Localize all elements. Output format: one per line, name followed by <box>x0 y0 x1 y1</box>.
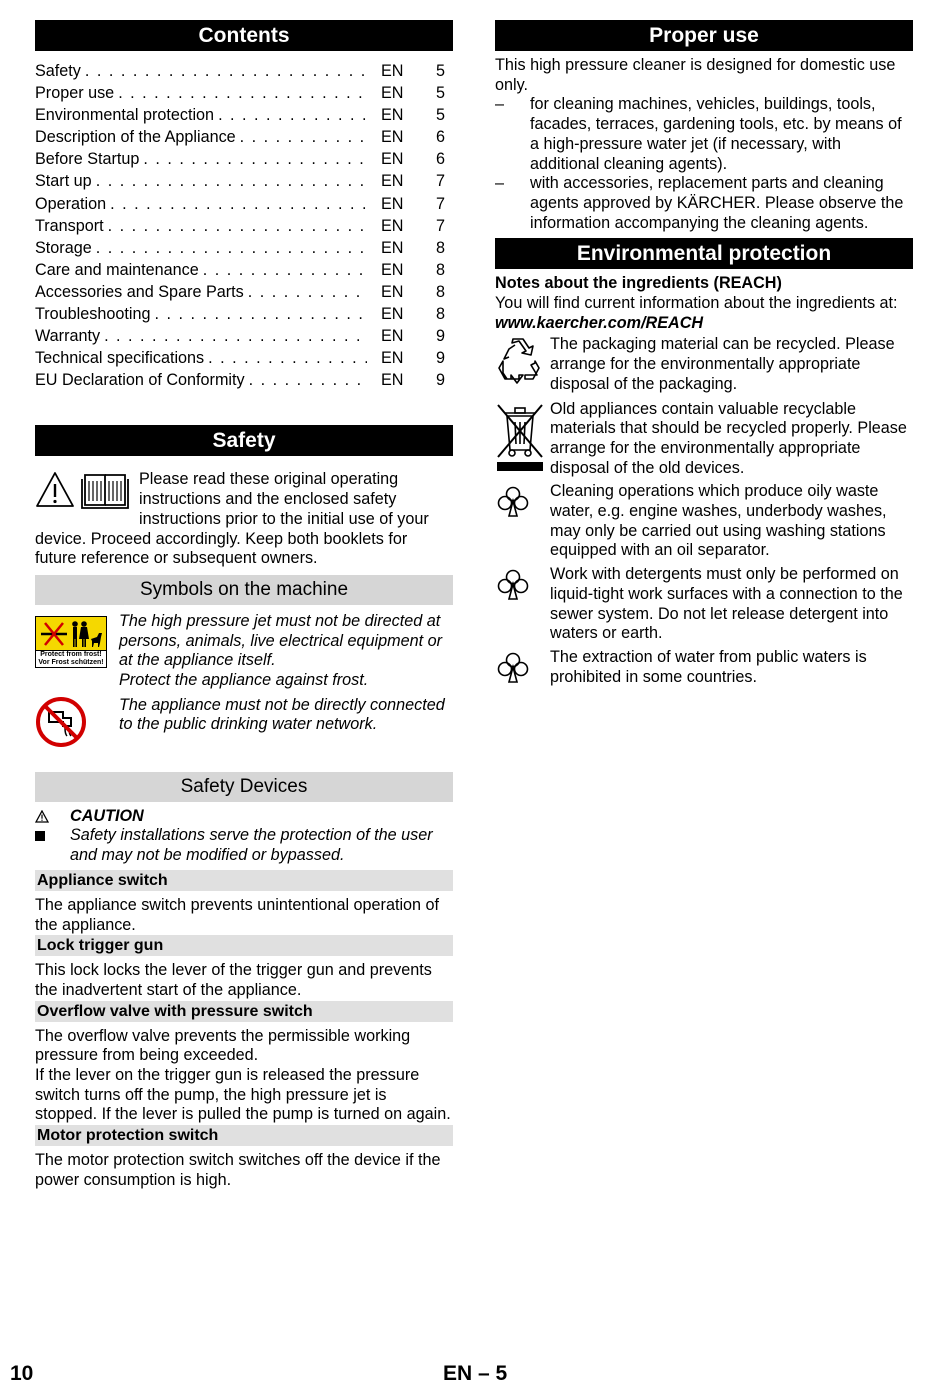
dash-bullet: – <box>495 95 505 114</box>
reach-text: You will find current information about the ingredients at: <box>495 294 898 313</box>
safety-heading: Safety <box>35 425 453 456</box>
toc-entry-page: 6 <box>435 128 445 147</box>
environment-item <box>495 400 913 479</box>
symbol-frost-text: Protect the appliance against frost. <box>119 671 369 690</box>
toc-entry-language: EN <box>381 305 404 324</box>
toc-entry-language: EN <box>381 371 404 390</box>
toc-entry[interactable] <box>35 281 453 303</box>
toc-entry-title: Warranty <box>35 327 101 346</box>
toc-leader-dots <box>139 148 367 170</box>
toc-entry-title: Technical specifications <box>35 349 205 368</box>
toc-entry-language: EN <box>381 150 404 169</box>
toc-entry-page: 8 <box>435 282 445 301</box>
toc-entry-language: EN <box>381 106 404 125</box>
recycle-icon <box>495 335 550 394</box>
club-icon <box>495 565 550 644</box>
toc-leader-dots <box>104 215 367 237</box>
toc-leader-dots <box>204 347 367 369</box>
proper-use-list <box>495 95 913 233</box>
toc-entry-page: 9 <box>435 349 445 368</box>
proper-use-item <box>495 95 913 174</box>
dash-bullet: – <box>495 174 505 193</box>
no-drinking-water-connection-icon <box>35 696 87 748</box>
toc-entry-title: Description of the Appliance <box>35 128 236 147</box>
environment-list <box>495 335 913 687</box>
proper-use-item-text: with accessories, replacement parts and cleaning agents approved by KÄRCHER. Please observe the information accompanying the cleaning agents. <box>530 174 904 232</box>
toc-leader-dots <box>199 259 367 281</box>
toc-entry-title: Proper use <box>35 84 115 103</box>
contents-heading: Contents <box>35 20 453 51</box>
club-icon <box>495 482 550 561</box>
toc-entry[interactable] <box>35 104 453 126</box>
toc-leader-dots <box>214 104 367 126</box>
toc-entry[interactable] <box>35 325 453 347</box>
reach-url-link[interactable]: www.kaercher.com/REACH <box>495 313 704 332</box>
environment-item <box>495 565 913 644</box>
toc-entry[interactable] <box>35 303 453 325</box>
proper-use-item <box>495 174 913 233</box>
toc-entry-language: EN <box>381 238 404 257</box>
safety-subsection <box>35 870 453 935</box>
person-icon <box>72 621 89 647</box>
toc-entry-page: 8 <box>435 238 445 257</box>
crossed-bin-icon <box>495 400 550 479</box>
toc-entry-page: 9 <box>435 371 445 390</box>
subsection-paragraph: This lock locks the lever of the trigger gun and prevents the inadvertent start of the appliance. <box>35 961 432 999</box>
toc-leader-dots <box>81 60 367 82</box>
reach-title: Notes about the ingredients (REACH) <box>495 274 782 293</box>
toc-entry[interactable] <box>35 60 453 82</box>
toc-entry-page: 7 <box>435 194 445 213</box>
toc-entry-title: Safety <box>35 62 81 80</box>
toc-entry-language: EN <box>381 327 404 346</box>
caution-label: CAUTION <box>70 806 144 825</box>
left-column <box>35 20 453 1191</box>
environment-item <box>495 335 913 394</box>
safety-subsections <box>35 870 453 1191</box>
toc-entry-page: 5 <box>435 62 445 80</box>
toc-entry-language: EN <box>381 194 404 213</box>
toc-entry-language: EN <box>381 62 404 80</box>
toc-entry-title: Before Startup <box>35 150 140 169</box>
safety-subsection <box>35 1125 453 1190</box>
table-of-contents <box>35 60 453 391</box>
toc-entry-page: 5 <box>435 106 445 125</box>
environment-item-text: Cleaning operations which produce oily waste water, e.g. engine washes, underbody washes, may only be carried out using washing stations equipped with an oil separator. <box>550 482 887 560</box>
toc-leader-dots <box>245 369 367 391</box>
safety-intro <box>35 470 453 569</box>
proper-use-heading: Proper use <box>495 20 913 51</box>
environment-item <box>495 648 913 687</box>
toc-entry-title: Care and maintenance <box>35 260 199 279</box>
environment-item <box>495 482 913 561</box>
toc-entry[interactable] <box>35 347 453 369</box>
toc-entry-title: Transport <box>35 216 104 235</box>
manual-book-icon <box>82 475 128 508</box>
safety-subsection <box>35 935 453 1000</box>
toc-entry-page: 5 <box>435 84 445 103</box>
caution-triangle-icon <box>35 810 49 823</box>
toc-entry-title: Storage <box>35 238 92 257</box>
toc-entry-title: Operation <box>35 194 107 213</box>
toc-entry-language: EN <box>381 84 404 103</box>
bullet-square-icon <box>35 831 45 841</box>
club-icon <box>495 648 550 687</box>
toc-entry-language: EN <box>381 349 404 368</box>
subsection-heading: Overflow valve with pressure switch <box>35 1001 453 1022</box>
toc-entry[interactable] <box>35 193 453 215</box>
toc-entry-page: 9 <box>435 327 445 346</box>
toc-leader-dots <box>106 193 367 215</box>
toc-entry-language: EN <box>381 260 404 279</box>
proper-use-intro: This high pressure cleaner is designed for domestic use only. <box>495 56 896 94</box>
toc-entry[interactable] <box>35 215 453 237</box>
environment-heading: Environmental protection <box>495 238 913 269</box>
caution-text: Safety installations serve the protection of the user and may not be modified or bypassed. <box>70 826 433 865</box>
toc-entry-page: 7 <box>435 216 445 235</box>
symbol-row-jet <box>35 612 453 691</box>
frost-sign-label: Protect from frost! Vor Frost schützen! <box>36 650 106 667</box>
toc-entry-page: 6 <box>435 150 445 169</box>
subsection-paragraph: The appliance switch prevents unintentional operation of the appliance. <box>35 895 440 934</box>
toc-entry-title: Troubleshooting <box>35 305 151 324</box>
subsection-paragraph: The motor protection switch switches off the device if the power consumption is high. <box>35 1151 441 1189</box>
symbol-drinking-water-text: The appliance must not be directly connected to the public drinking water network. <box>119 695 445 734</box>
environment-item-text: Old appliances contain valuable recyclable materials that should be recycled properly. Please arrange for the environmentally appropriate disposal of the old devices. <box>550 399 907 477</box>
toc-entry-title: Environmental protection <box>35 106 215 125</box>
warning-manual-icons <box>35 471 135 510</box>
toc-entry-title: Start up <box>35 172 92 191</box>
footer-page-number: 10 <box>10 1362 34 1385</box>
environment-item-text: The packaging material can be recycled. Please arrange for the environmentally appropriate disposal of the packaging. <box>550 335 895 393</box>
toc-entry-language: EN <box>381 282 404 301</box>
toc-entry-language: EN <box>381 172 404 191</box>
toc-entry[interactable] <box>35 82 453 104</box>
subsection-heading: Lock trigger gun <box>35 935 453 956</box>
subsection-paragraph: The overflow valve prevents the permissible working pressure from being exceeded. <box>35 1026 411 1065</box>
toc-entry[interactable] <box>35 170 453 192</box>
toc-entry-language: EN <box>381 216 404 235</box>
subsection-heading: Appliance switch <box>35 870 453 891</box>
toc-entry[interactable] <box>35 148 453 170</box>
toc-leader-dots <box>114 82 367 104</box>
toc-entry[interactable] <box>35 126 453 148</box>
right-column <box>495 20 913 691</box>
caution-block <box>35 807 453 866</box>
frost-warning-sign <box>35 612 119 691</box>
toc-entry[interactable] <box>35 259 453 281</box>
toc-entry[interactable] <box>35 369 453 391</box>
animal-icon <box>91 633 102 647</box>
subsection-heading: Motor protection switch <box>35 1125 453 1146</box>
environment-item-text: Work with detergents must only be performed on liquid-tight work surfaces with a connection to the sewer system. Do not let release detergent into waters or earth. <box>550 565 903 643</box>
subsection-paragraph: If the lever on the trigger gun is released the pressure switch turns off the pump, the high pressure jet is stopped. If the lever is pulled the pump is turned on again. <box>35 1066 451 1124</box>
toc-leader-dots <box>236 126 367 148</box>
safety-devices-heading: Safety Devices <box>35 772 453 802</box>
toc-entry-page: 7 <box>435 172 445 191</box>
toc-leader-dots <box>92 237 367 259</box>
toc-entry-language: EN <box>381 128 404 147</box>
toc-entry-title: Accessories and Spare Parts <box>35 282 244 301</box>
symbol-jet-text: The high pressure jet must not be directed at persons, animals, live electrical equipment or at the appliance itself. <box>119 611 442 670</box>
warning-triangle-icon <box>37 473 73 506</box>
toc-entry-title: EU Declaration of Conformity <box>35 371 245 390</box>
toc-entry-page: 8 <box>435 305 445 324</box>
jet-prohibition-icon <box>41 623 67 645</box>
toc-leader-dots <box>151 303 368 325</box>
toc-leader-dots <box>244 281 367 303</box>
safety-subsection <box>35 1001 453 1126</box>
toc-leader-dots <box>92 170 367 192</box>
safety-intro-text: Please read these original operating instructions and the enclosed safety instructions prior to the initial use of your device. Proceed accordingly. Keep both booklets for future reference or subsequent owners. <box>35 470 429 568</box>
environment-item-text: The extraction of water from public waters is prohibited in some countries. <box>550 647 867 686</box>
toc-entry-page: 8 <box>435 260 445 279</box>
toc-entry[interactable] <box>35 237 453 259</box>
symbol-row-drinking-water <box>35 696 453 748</box>
proper-use-item-text: for cleaning machines, vehicles, buildings, tools, facades, terraces, gardening tools, etc. by means of a high-pressure water jet (if necessary, with additional cleaning agents). <box>530 95 902 173</box>
toc-leader-dots <box>100 325 367 347</box>
symbols-heading: Symbols on the machine <box>35 575 453 605</box>
footer-page-label: EN – 5 <box>443 1362 508 1385</box>
